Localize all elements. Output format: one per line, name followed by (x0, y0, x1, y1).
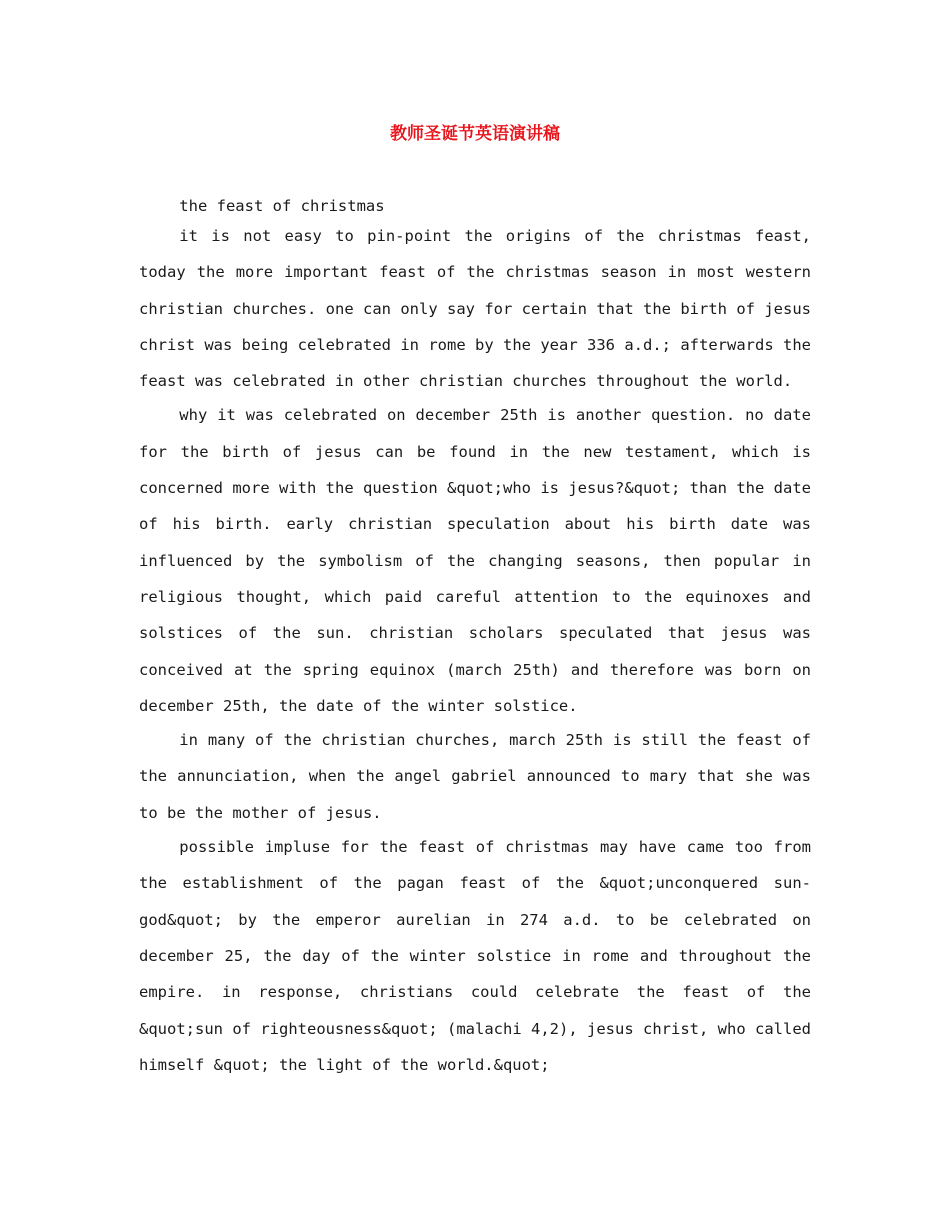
paragraph: possible impluse for the feast of christmas may have came too from the establishment of the pagan feast of the &quot;unconquered sun-god&quot; by the emperor aurelian in 274 a.d. to be celebrated on december 25, the day of the winter solstice in rome and throughout the empire. in response, christians could celebrate the feast of the &quot;sun of righteousness&quot; (malachi 4,2), jesus christ, who called himself &quot; the light of the world.&quot; (139, 838, 811, 1074)
document-body (139, 192, 811, 1083)
paragraph: in many of the christian churches, march 25th is still the feast of the annunciation, when the angel gabriel announced to mary that she was to be the mother of jesus. (139, 731, 811, 822)
document-title: 教师圣诞节英语演讲稿 (390, 124, 560, 144)
paragraph: it is not easy to pin-point the origins of the christmas feast, today the more important feast of the christmas season in most western christian churches. one can only say for certain that the birth of jesus christ was being celebrated in rome by the year 336 a.d.; afterwards the feast was celebrated in other christian churches throughout the world. (139, 227, 811, 391)
paragraph: why it was celebrated on december 25th is another question. no date for the birth of jesus can be found in the new testament, which is concerned more with the question &quot;who is jesus?&quot; than the date of his birth. early christian speculation about his birth date was influenced by the symbolism of the changing seasons, then popular in religious thought, which paid careful attention to the equinoxes and solstices of the sun. christian scholars speculated that jesus was conceived at the spring equinox (march 25th) and therefore was born on december 25th, the date of the winter solstice. (139, 406, 811, 715)
paragraph-heading: the feast of christmas (179, 197, 385, 215)
